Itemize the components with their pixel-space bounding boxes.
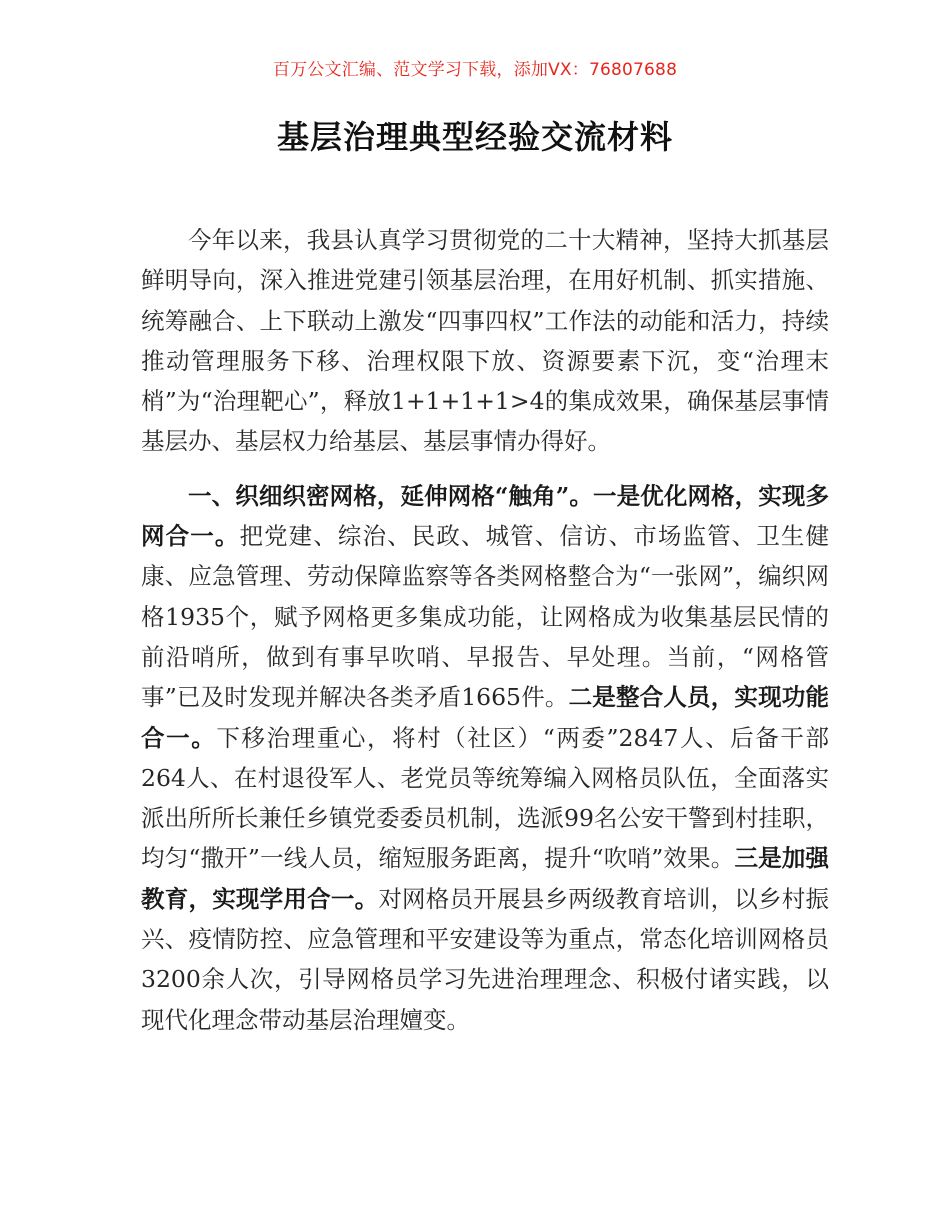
point-3-title: 三是加强教育，实现学用合一。: [141, 844, 829, 913]
section-1-paragraph: [141, 476, 829, 1040]
header-note: 百万公文汇编、范文学习下载，添加VX：76807688: [272, 60, 678, 80]
intro-paragraph: 今年以来，我县认真学习贯彻党的二十大精神，坚持大抓基层鲜明导向，深入推进党建引领基层治理，在用好机制、抓实措施、统筹融合、上下联动上激发“四事四权”工作法的动能和活力，持续推动管理服务下移、治理权限下放、资源要素下沉，变“治理末梢”为“治理靶心”，释放1+1+1+1>4的集成效果，确保基层事情基层办、基层权力给基层、基层事情办得好。: [141, 226, 829, 456]
point-2-text: 下移治理重心，将村（社区）“两委”2847人、后备干部264人、在村退役军人、老党员等统筹编入网格员队伍，全面落实派出所所长兼任乡镇党委委员机制，选派99名公安干警到村挂职，均匀“撒开”一线人员，缩短服务距离，提升“吹哨”效果。: [141, 723, 829, 873]
document-body: [141, 220, 829, 1040]
point-1-title: 一是优化网格，实现多网合一。: [141, 481, 829, 551]
point-1-text: 把党建、综治、民政、城管、信访、市场监管、卫生健康、应急管理、劳动保障监察等各类网格整合为“一张网”，编织网格1935个，赋予网格更多集成功能，让网格成为收集基层民情的前沿哨所，做到有事早吹哨、早报告、早处理。当前，“网格管事”已及时发现并解决各类矛盾1665件。: [141, 522, 830, 712]
page-title: 基层治理典型经验交流材料: [276, 118, 673, 156]
point-3-text: 对网格员开展县乡两级教育培训，以乡村振兴、疫情防控、应急管理和平安建设等为重点，常态化培训网格员3200余人次，引导网格员学习先进治理理念、积极付诸实践，以现代化理念带动基层治理嬗变。: [141, 884, 830, 1034]
section-1-heading: 一、织细织密网格，延伸网格“触角”。: [188, 481, 594, 510]
point-2-title: 二是整合人员，实现功能合一。: [141, 683, 829, 752]
